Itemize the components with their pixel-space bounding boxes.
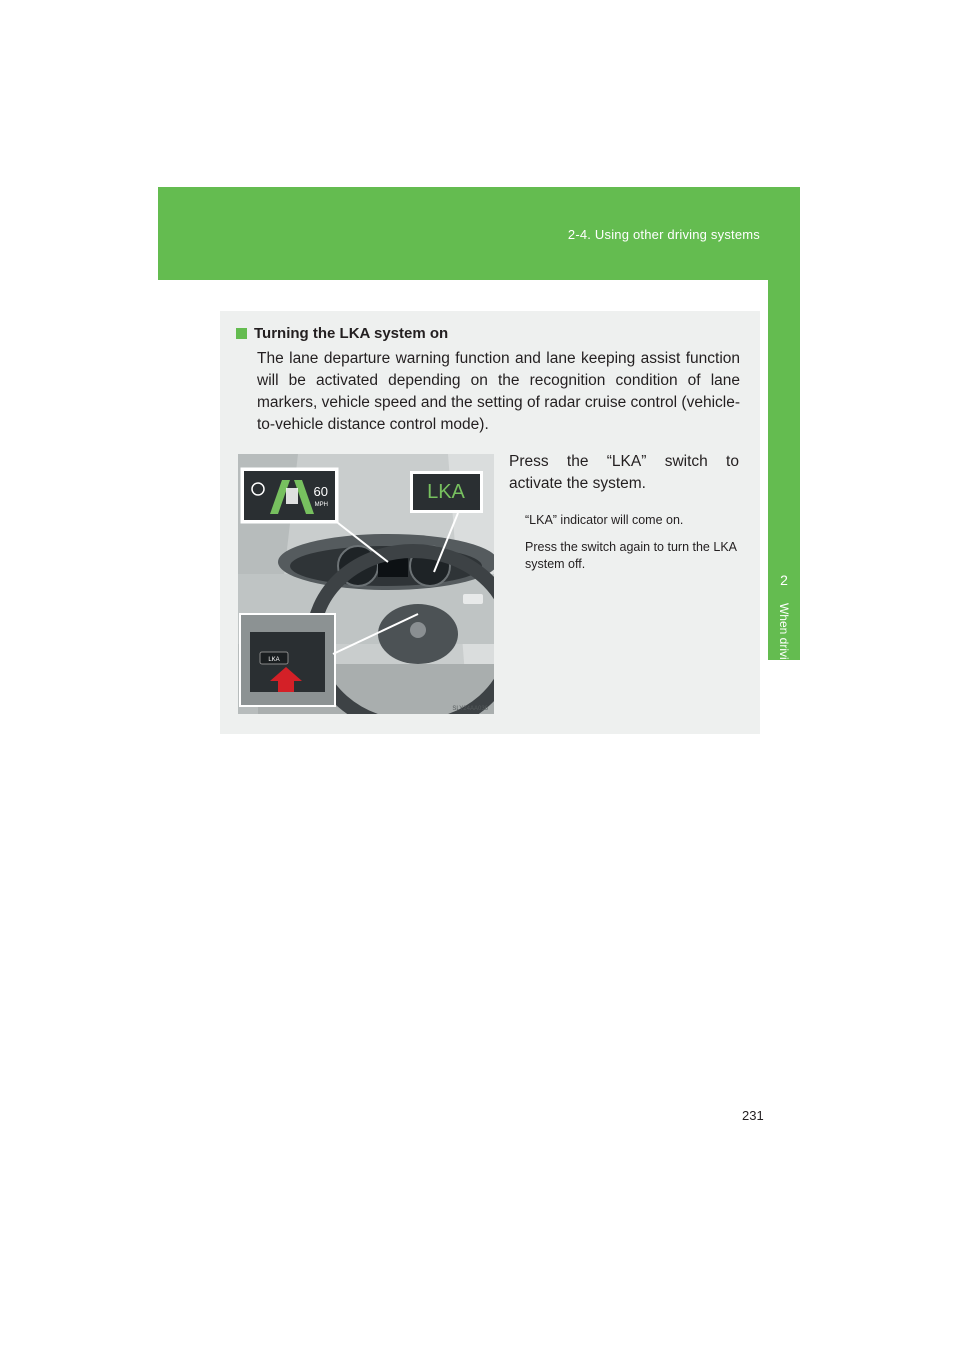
figure-speed-readout: 60 (313, 484, 328, 499)
section-heading-text: Turning the LKA system on (254, 325, 449, 342)
note-indicator: “LKA” indicator will come on. (525, 513, 684, 527)
body-paragraph: The lane departure warning function and lane keeping assist function will be activated depending on the recognition condition of lane markers, vehicle speed and the setting of radar cruise control (vehicle-to-vehicle distance control mode). (257, 350, 740, 433)
figure-speed-unit: MPH (314, 502, 328, 508)
chapter-number: 2 (780, 572, 788, 588)
content-box (220, 311, 760, 734)
note-turn-off: Press the switch again to turn the LKA system off. (525, 540, 737, 571)
page-number: 231 (742, 1108, 764, 1123)
chapter-side-tab (768, 280, 800, 674)
section-heading (236, 325, 448, 342)
steering-wheel-illustration (238, 454, 494, 714)
step-instruction: Press the “LKA” switch to activate the system. (509, 453, 739, 492)
figure-code: SLY24AA036 (452, 706, 488, 712)
figure-switch-label: LKA (268, 657, 280, 663)
figure-lka-indicator: LKA (427, 481, 465, 503)
header-band (158, 187, 800, 280)
section-title: 2-4. Using other driving systems (567, 227, 760, 242)
green-square-icon (236, 328, 247, 339)
chapter-title: When driving (777, 602, 791, 674)
